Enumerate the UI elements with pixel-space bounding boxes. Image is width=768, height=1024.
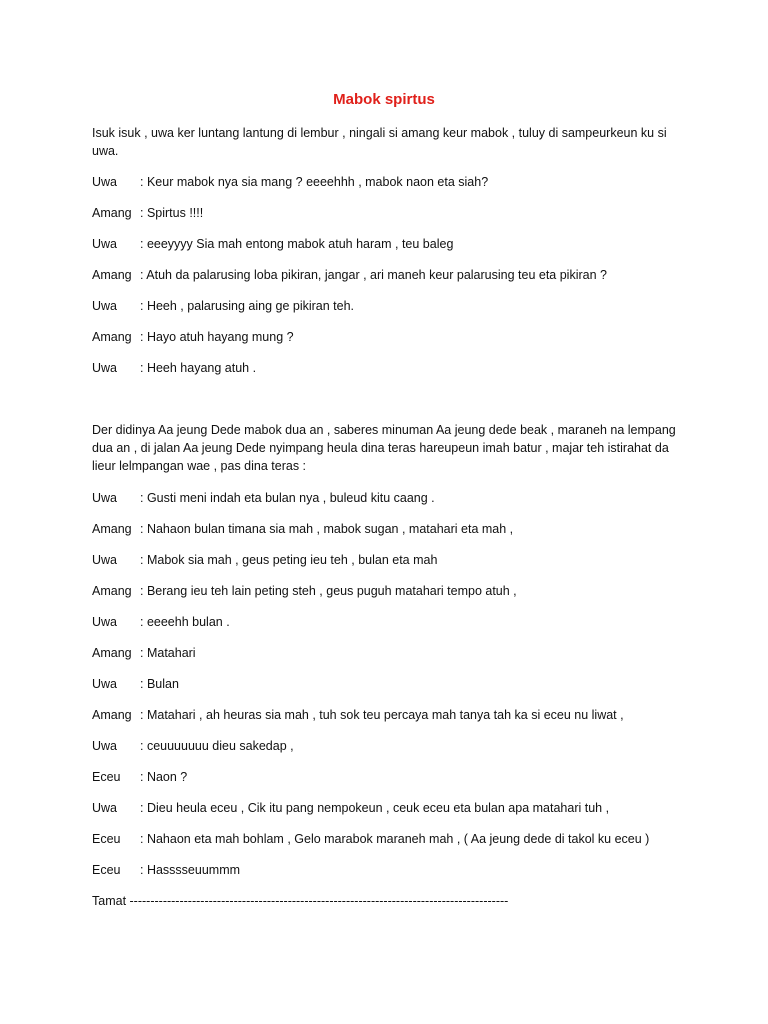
speaker-name: Uwa [92,175,118,189]
speaker-name: Uwa [92,299,118,313]
speech-text: Heeh , palarusing aing ge pikiran teh. [146,299,355,313]
dialog-line: Amang : Nahaon bulan timana sia mah , mabok sugan , matahari eta mah , [92,522,514,536]
speaker-name: Eceu [92,832,121,846]
speaker-name: Uwa [92,739,118,753]
speaker-name: Uwa [92,361,118,375]
speaker-name: Eceu [92,770,121,784]
speech-text: Berang ieu teh lain peting steh , geus puguh matahari tempo atuh , [146,584,517,598]
speech-text: Atuh da palarusing loba pikiran, jangar , ari maneh keur palarusing teu eta pikiran ? [146,268,607,282]
document-title: Mabok spirtus [333,91,435,108]
speaker-name: Amang [92,646,132,660]
speech-text: Naon ? [146,770,188,784]
speaker-name: Amang [92,584,132,598]
speech-text: Hayo atuh hayang mung ? [146,330,294,344]
speech-text: Nahaon bulan timana sia mah , mabok sugan , matahari eta mah , [146,522,514,536]
speech-text: eeeyyyy Sia mah entong mabok atuh haram , teu baleg [146,237,454,251]
speech-text: Spirtus !!!! [146,206,204,220]
speaker-name: Amang [92,206,132,220]
dialog-line: Uwa : Heeh hayang atuh . [92,361,257,375]
dialog-line: Uwa : ceuuuuuuu dieu sakedap , [92,739,294,753]
dialog-line: Uwa : eeeehh bulan . [92,615,230,629]
dialog-line: Uwa : Bulan [92,677,179,691]
speaker-name: Amang [92,268,132,282]
speech-text: eeeehh bulan . [146,615,230,629]
speech-text: Mabok sia mah , geus peting ieu teh , bulan eta mah [146,553,438,567]
dialog-line: Amang : Hayo atuh hayang mung ? [92,330,294,344]
dialog-line: Amang : Matahari , ah heuras sia mah , tuh sok teu percaya mah tanya tah ka si eceu nu liwat , [92,708,624,722]
speech-text: Nahaon eta mah bohlam , Gelo marabok maraneh mah , ( Aa jeung dede di takol ku eceu ) [146,832,650,846]
dialog-line: Eceu : Naon ? [92,770,188,784]
speaker-name: Uwa [92,801,118,815]
speech-text: Heeh hayang atuh . [146,361,257,375]
speech-text: Bulan [146,677,179,691]
speaker-name: Uwa [92,237,118,251]
ending-line: Tamat ------------------------------------------------------------------------------------------- [92,894,509,908]
dialog-line: Uwa : Mabok sia mah , geus peting ieu teh , bulan eta mah [92,553,438,567]
dialog-line: Eceu : Hasssseuummm [92,863,241,877]
dialog-line: Amang : Spirtus !!!! [92,206,204,220]
dialog-line: Uwa : Heeh , palarusing aing ge pikiran teh. [92,299,355,313]
speaker-name: Amang [92,522,132,536]
dialog-line: Uwa : Dieu heula eceu , Cik itu pang nempokeun , ceuk eceu eta bulan apa matahari tuh , [92,801,610,815]
speaker-name: Uwa [92,491,118,505]
intro-paragraph: Isuk isuk , uwa ker luntang lantung di lembur , ningali si amang keur mabok , tuluy di sampeurkeun ku si uwa. [92,126,667,158]
dialog-line: Uwa : eeeyyyy Sia mah entong mabok atuh haram , teu baleg [92,237,454,251]
speech-text: Matahari [146,646,196,660]
speech-text: Matahari , ah heuras sia mah , tuh sok teu percaya mah tanya tah ka si eceu nu liwat , [146,708,624,722]
speaker-name: Amang [92,330,132,344]
speech-text: ceuuuuuuu dieu sakedap , [146,739,294,753]
middle-paragraph: Der didinya Aa jeung Dede mabok dua an , saberes minuman Aa jeung dede beak , maraneh na lempang dua an , di jalan Aa jeung Dede nyimpang heula dina teras hareupeun imah batur , majar teh istirahat da lieur lelmpangan wae , pas dina teras : [92,423,676,473]
speech-text: Dieu heula eceu , Cik itu pang nempokeun , ceuk eceu eta bulan apa matahari tuh , [146,801,610,815]
speaker-name: Uwa [92,553,118,567]
speaker-name: Uwa [92,677,118,691]
dialog-line: Eceu : Nahaon eta mah bohlam , Gelo marabok maraneh mah , ( Aa jeung dede di takol ku eceu ) [92,832,650,846]
dialog-line: Amang : Matahari [92,646,196,660]
speech-text: Gusti meni indah eta bulan nya , buleud kitu caang . [146,491,435,505]
speaker-name: Amang [92,708,132,722]
speech-text: Hasssseuummm [146,863,241,877]
dialog-line: Amang : Atuh da palarusing loba pikiran, jangar , ari maneh keur palarusing teu eta pikiran ? [92,268,607,282]
dialog-line: Amang : Berang ieu teh lain peting steh , geus puguh matahari tempo atuh , [92,584,517,598]
dialog-line: Uwa : Keur mabok nya sia mang ? eeeehhh , mabok naon eta siah? [92,175,489,189]
speaker-name: Eceu [92,863,121,877]
speech-text: Keur mabok nya sia mang ? eeeehhh , mabok naon eta siah? [146,175,489,189]
dialog-line: Uwa : Gusti meni indah eta bulan nya , buleud kitu caang . [92,491,435,505]
speaker-name: Uwa [92,615,118,629]
